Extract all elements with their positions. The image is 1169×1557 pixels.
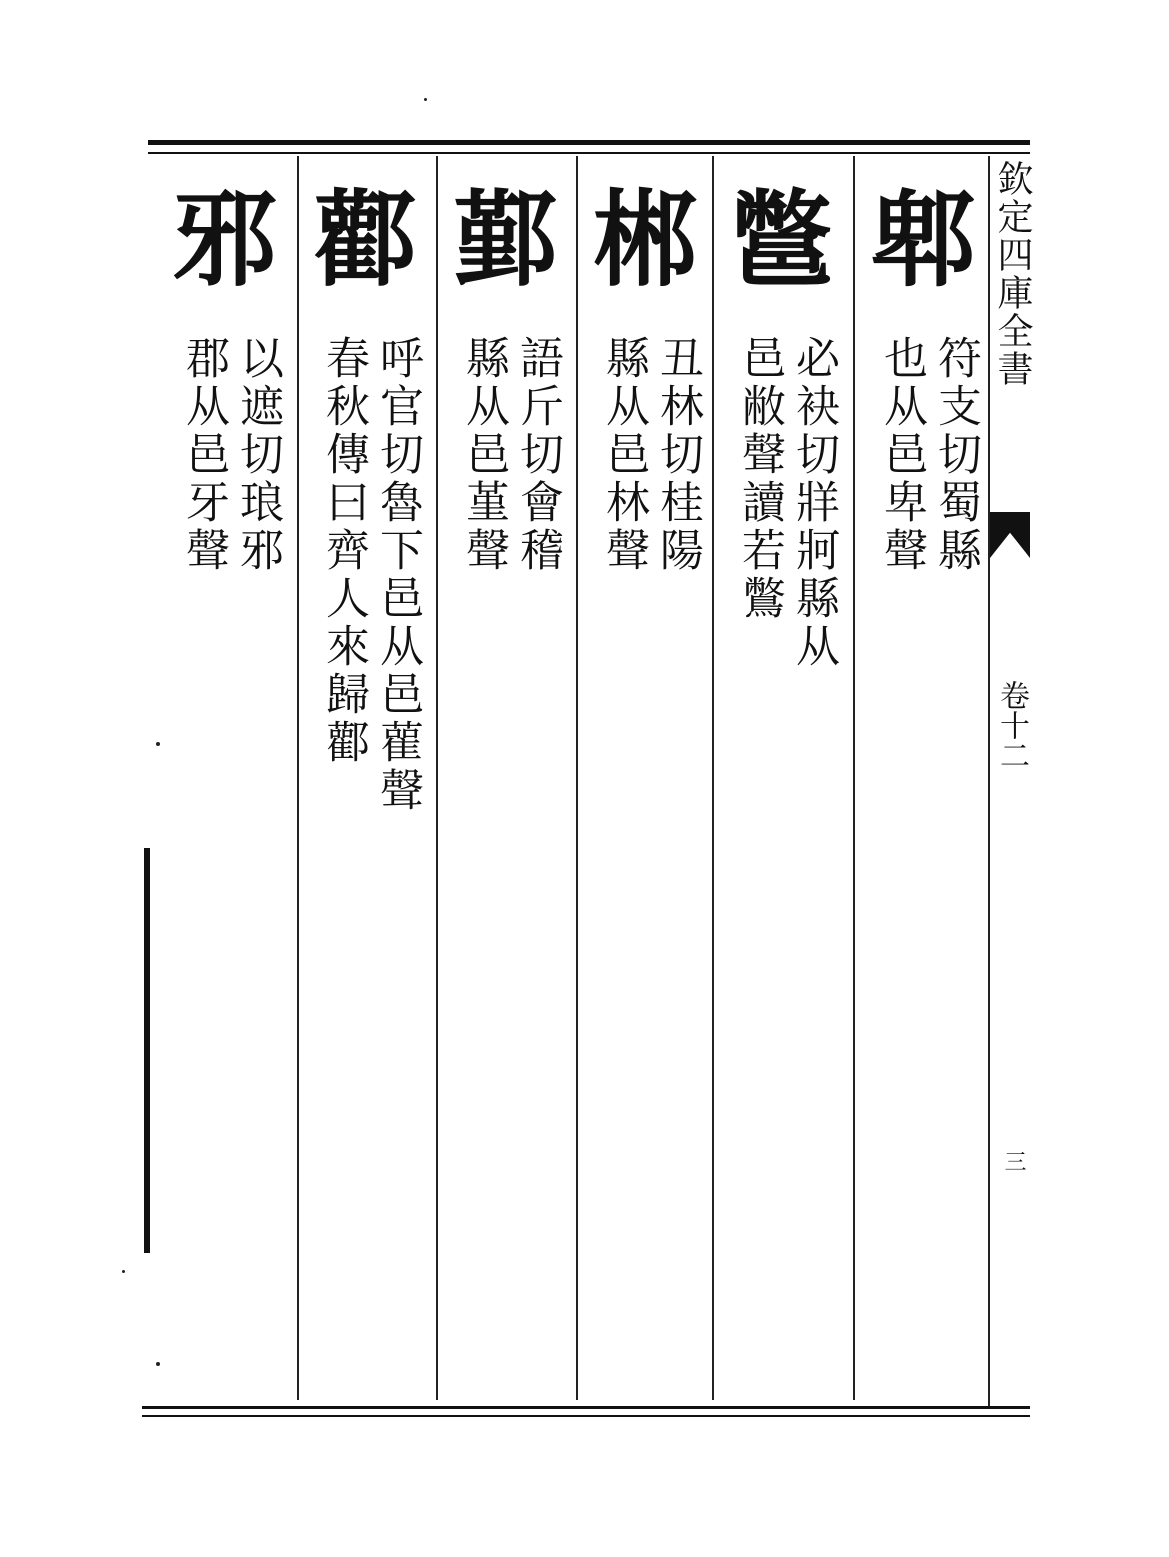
left-edge-mark (144, 848, 150, 1253)
entry-gloss: 以遮切琅邪 郡从邑牙聲 (178, 335, 283, 575)
dictionary-entry (858, 165, 986, 1395)
entry-gloss: 符支切蜀縣 也从邑卑聲 (876, 335, 981, 575)
dictionary-entry (160, 165, 294, 1395)
top-border-rule (148, 140, 1030, 145)
margin-book-title: 欽定四庫全書 (992, 160, 1033, 388)
seal-script-headword: 鄨 (728, 178, 833, 301)
dictionary-entry (580, 165, 714, 1395)
top-inner-rule (148, 152, 1030, 154)
margin-divider (988, 156, 990, 1406)
dictionary-entry (716, 165, 852, 1395)
bottom-border-rule (142, 1406, 1030, 1409)
ink-speck (156, 1362, 160, 1366)
seal-script-headword: 郫 (870, 178, 975, 301)
ink-speck (156, 742, 160, 746)
column-divider (436, 156, 438, 1400)
entry-gloss: 呼官切魯下邑从邑雚聲 春秋傳曰齊人來歸酄 (318, 335, 423, 815)
seal-script-headword: 邪 (172, 178, 277, 301)
entry-gloss: 語斤切會稽 縣从邑堇聲 (458, 335, 563, 575)
dictionary-entry (440, 165, 574, 1395)
dictionary-entry (300, 165, 434, 1395)
column-divider (853, 156, 855, 1400)
ink-speck (424, 98, 427, 101)
margin-page-number: 三 (1001, 1150, 1026, 1172)
entry-gloss: 必袂切牂牁縣从 邑敝聲讀若鷩 (734, 335, 839, 671)
column-divider (576, 156, 578, 1400)
ink-speck (122, 1270, 125, 1273)
bottom-inner-rule (142, 1415, 1030, 1417)
seal-script-headword: 酄 (312, 178, 417, 301)
seal-script-headword: 郴 (592, 178, 697, 301)
entry-gloss: 丑林切桂陽 縣从邑林聲 (598, 335, 703, 575)
seal-script-headword: 鄞 (452, 178, 557, 301)
margin-volume-label: 卷十二 (994, 680, 1029, 770)
fish-tail-mark (990, 512, 1030, 558)
column-divider (297, 156, 299, 1400)
